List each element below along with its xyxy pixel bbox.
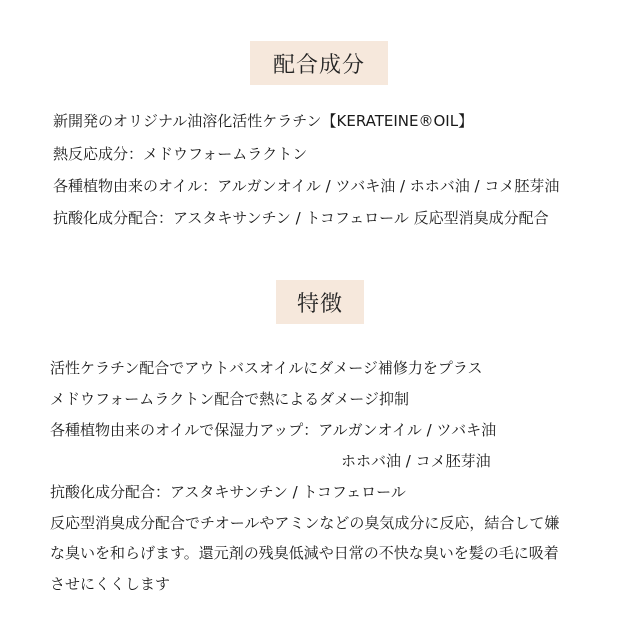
feature-line-7: させにくくします (50, 575, 171, 593)
feature-line-4: 抗酸化成分配合：アスタキサンチン / トコフェロール (50, 483, 406, 501)
features-heading: 特徴 (276, 280, 364, 324)
feature-line-3-continued: ホホバ油 / コメ胚芽油 (341, 452, 491, 470)
ingredient-line-3: 各種植物由来のオイル：アルガンオイル / ツバキ油 / ホホバ油 / コメ胚芽油 (53, 177, 560, 195)
feature-line-1: 活性ケラチン配合でアウトバスオイルにダメージ補修力をプラス (50, 359, 483, 377)
ingredients-heading: 配合成分 (250, 41, 388, 85)
ingredient-line-1: 新開発のオリジナル油溶化活性ケラチン【KERATEINE®OIL】 (53, 112, 474, 130)
ingredient-line-2: 熱反応成分：メドウフォームラクトン (53, 145, 308, 163)
feature-line-5: 反応型消臭成分配合でチオールやアミンなどの臭気成分に反応，結合して嫌 (50, 514, 560, 532)
feature-line-6: な臭いを和らげます。還元剤の残臭低減や日常の不快な臭いを髪の毛に吸着 (50, 544, 559, 562)
ingredient-line-4: 抗酸化成分配合：アスタキサンチン / トコフェロール 反応型消臭成分配合 (53, 209, 549, 227)
feature-line-2: メドウフォームラクトン配合で熱によるダメージ抑制 (50, 390, 409, 408)
feature-line-3: 各種植物由来のオイルで保湿力アップ：アルガンオイル / ツバキ油 (50, 421, 497, 439)
